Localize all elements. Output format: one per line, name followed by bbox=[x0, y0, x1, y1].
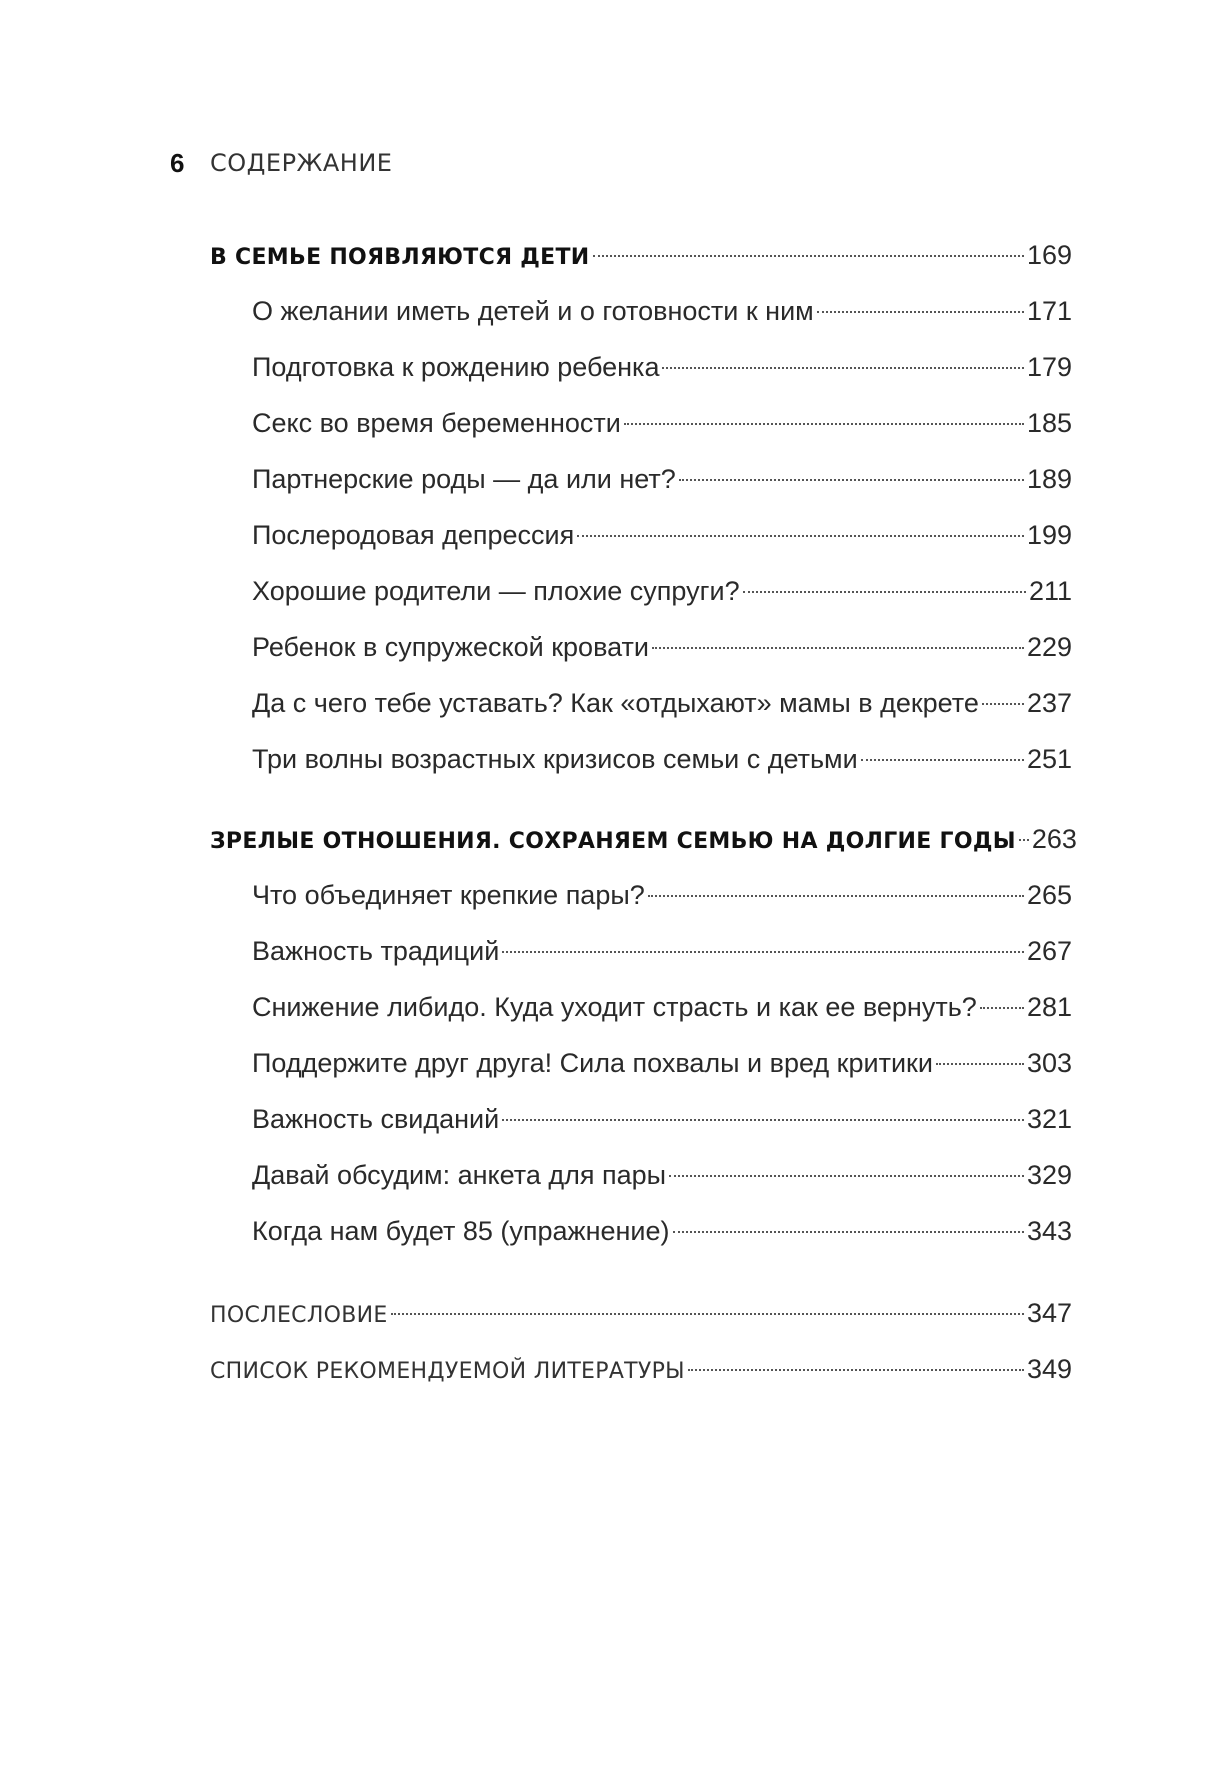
toc-references[interactable] bbox=[210, 1341, 1072, 1397]
toc-entry[interactable] bbox=[210, 619, 1072, 675]
toc-page-number: 251 bbox=[1026, 744, 1072, 774]
toc-entry[interactable] bbox=[210, 339, 1072, 395]
toc-entry-title: Поддержите друг друга! Сила похвалы и вред критики bbox=[252, 1048, 933, 1078]
toc-leader-dots bbox=[652, 647, 1024, 649]
toc-page-number: 199 bbox=[1026, 520, 1072, 550]
toc-page-number: 347 bbox=[1026, 1298, 1072, 1328]
toc-leader-dots bbox=[502, 1119, 1024, 1121]
toc-entry[interactable] bbox=[210, 979, 1072, 1035]
toc-entry-title: СПИСОК РЕКОМЕНДУЕМОЙ ЛИТЕРАТУРЫ bbox=[210, 1359, 685, 1384]
toc-leader-dots bbox=[669, 1175, 1024, 1177]
toc-entry[interactable] bbox=[210, 867, 1072, 923]
toc-entry-title: Хорошие родители — плохие супруги? bbox=[252, 576, 740, 606]
toc-leader-dots bbox=[648, 895, 1024, 897]
toc-entry-title: Что объединяет крепкие пары? bbox=[252, 880, 645, 910]
toc-page-number: 263 bbox=[1031, 824, 1077, 854]
toc-entry-title: ПОСЛЕСЛОВИЕ bbox=[210, 1303, 388, 1328]
toc-entry[interactable] bbox=[210, 451, 1072, 507]
toc-leader-dots bbox=[673, 1231, 1024, 1233]
toc-entry[interactable] bbox=[210, 563, 1072, 619]
toc-leader-dots bbox=[679, 479, 1024, 481]
running-head bbox=[170, 146, 392, 180]
toc-section-title: В СЕМЬЕ ПОЯВЛЯЮТСЯ ДЕТИ bbox=[210, 245, 590, 270]
toc-entry-title: О желании иметь детей и о готовности к ним bbox=[252, 296, 814, 326]
toc-page-number: 169 bbox=[1026, 240, 1072, 270]
toc-entry-title: Снижение либидо. Куда уходит страсть и как ее вернуть? bbox=[252, 992, 977, 1022]
toc-leader-dots bbox=[743, 591, 1026, 593]
table-of-contents bbox=[210, 227, 1077, 1397]
toc-entry-title: Три волны возрастных кризисов семьи с детьми bbox=[252, 744, 858, 774]
toc-leader-dots bbox=[577, 535, 1024, 537]
toc-leader-dots bbox=[662, 367, 1023, 369]
toc-leader-dots bbox=[982, 703, 1024, 705]
toc-page-number: 237 bbox=[1026, 688, 1072, 718]
toc-entry-title: Послеродовая депрессия bbox=[252, 520, 575, 550]
section-spacer bbox=[210, 1259, 1072, 1285]
toc-page-number: 189 bbox=[1026, 464, 1072, 494]
toc-entry-title: Давай обсудим: анкета для пары bbox=[252, 1160, 667, 1190]
toc-page-number: 349 bbox=[1026, 1354, 1072, 1384]
toc-leader-dots bbox=[502, 951, 1024, 953]
toc-leader-dots bbox=[391, 1313, 1024, 1315]
toc-page-number: 171 bbox=[1026, 296, 1072, 326]
toc-leader-dots bbox=[688, 1369, 1024, 1371]
toc-page-number: 321 bbox=[1026, 1104, 1072, 1134]
toc-entry[interactable] bbox=[210, 1035, 1072, 1091]
toc-entry[interactable] bbox=[210, 1091, 1072, 1147]
toc-page-number: 303 bbox=[1026, 1048, 1072, 1078]
toc-page-number: 265 bbox=[1026, 880, 1072, 910]
page-number: 6 bbox=[170, 148, 185, 178]
section-spacer bbox=[210, 787, 1072, 811]
toc-entry[interactable] bbox=[210, 675, 1072, 731]
toc-entry-title: Подготовка к рождению ребенка bbox=[252, 352, 660, 382]
toc-page-number: 343 bbox=[1026, 1216, 1072, 1246]
toc-page-number: 281 bbox=[1026, 992, 1072, 1022]
toc-entry[interactable] bbox=[210, 395, 1072, 451]
toc-entry-title: Секс во время беременности bbox=[252, 408, 621, 438]
toc-leader-dots bbox=[593, 255, 1024, 257]
toc-entry[interactable] bbox=[210, 283, 1072, 339]
toc-page-number: 179 bbox=[1026, 352, 1072, 382]
toc-afterword[interactable] bbox=[210, 1285, 1072, 1341]
toc-leader-dots bbox=[861, 759, 1024, 761]
toc-section-heading[interactable] bbox=[210, 227, 1072, 283]
toc-leader-dots bbox=[817, 311, 1024, 313]
toc-section-title: ЗРЕЛЫЕ ОТНОШЕНИЯ. СОХРАНЯЕМ СЕМЬЮ НА ДОЛГИЕ ГОДЫ bbox=[210, 829, 1016, 854]
toc-entry-title: Важность свиданий bbox=[252, 1104, 500, 1134]
toc-page-number: 229 bbox=[1026, 632, 1072, 662]
toc-entry[interactable] bbox=[210, 731, 1072, 787]
toc-entry[interactable] bbox=[210, 923, 1072, 979]
toc-leader-dots bbox=[1019, 839, 1029, 841]
toc-entry-title: Когда нам будет 85 (упражнение) bbox=[252, 1216, 670, 1246]
toc-entry-title: Ребенок в супружеской кровати bbox=[252, 632, 649, 662]
toc-entry-title: Да с чего тебе уставать? Как «отдыхают» мамы в декрете bbox=[252, 688, 979, 718]
toc-entry-title: Важность традиций bbox=[252, 936, 500, 966]
toc-entry[interactable] bbox=[210, 1203, 1072, 1259]
toc-section-heading[interactable] bbox=[210, 811, 1077, 867]
toc-entry-title: Партнерские роды — да или нет? bbox=[252, 464, 676, 494]
toc-entry[interactable] bbox=[210, 507, 1072, 563]
toc-page-number: 185 bbox=[1026, 408, 1072, 438]
toc-leader-dots bbox=[936, 1063, 1024, 1065]
toc-page-number: 267 bbox=[1026, 936, 1072, 966]
toc-leader-dots bbox=[624, 423, 1024, 425]
toc-page-number: 329 bbox=[1026, 1160, 1072, 1190]
toc-page-number: 211 bbox=[1028, 576, 1072, 606]
running-head-title: СОДЕРЖАНИЕ bbox=[210, 149, 393, 177]
toc-leader-dots bbox=[980, 1007, 1024, 1009]
toc-entry[interactable] bbox=[210, 1147, 1072, 1203]
